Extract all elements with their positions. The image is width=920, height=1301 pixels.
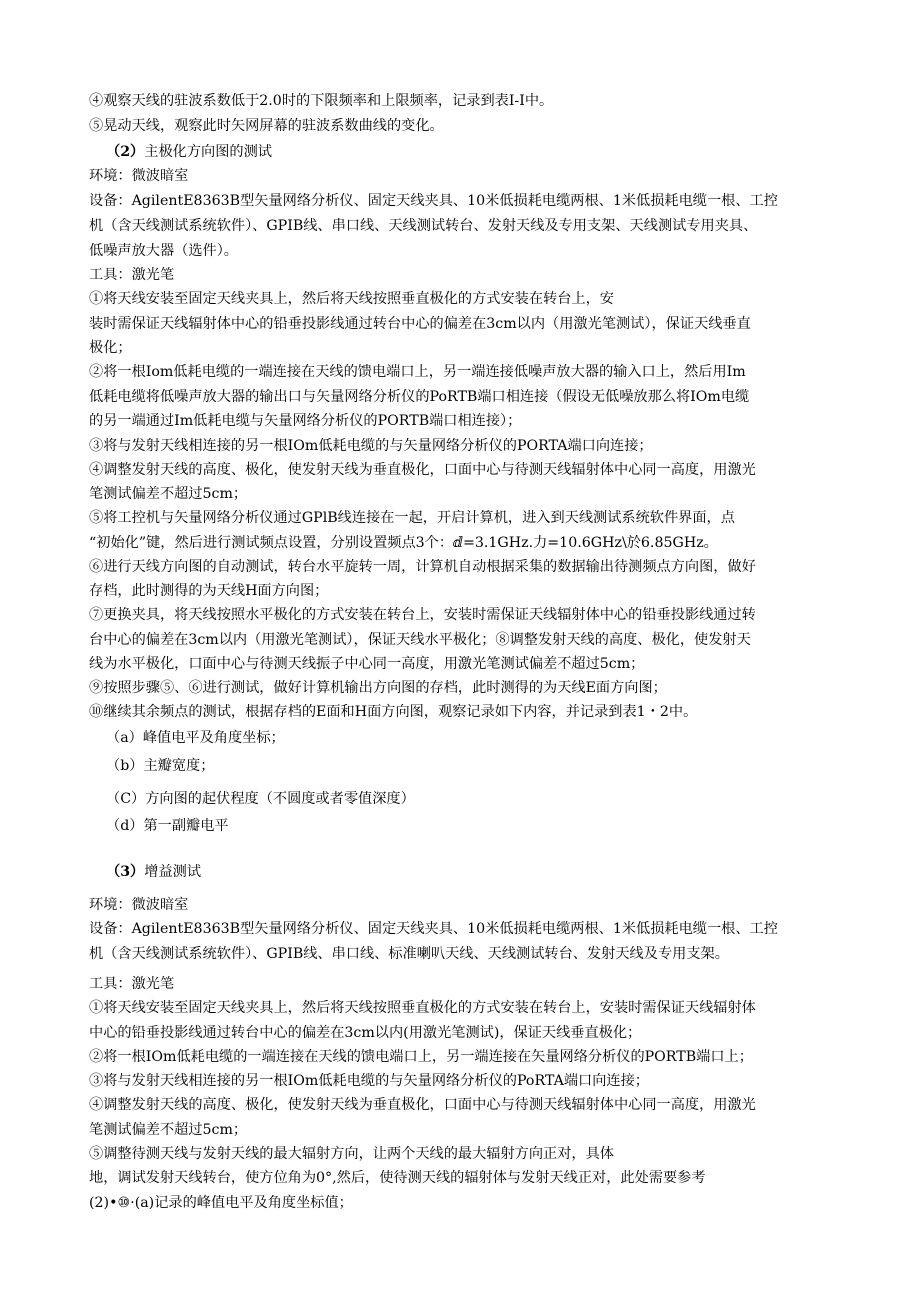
text-line: ⑦更换夹具，将天线按照水平极化的方式安装在转台上，安装时需保证天线辐射体中心的铅垂投影线通过转 <box>89 607 756 623</box>
text-line: 机（含天线测试系统软件）、GPIB线、串口线、天线测试转台、发射天线及专用支架、天线测试专用夹具、 <box>89 218 758 234</box>
text-line: ④观察天线的驻波系数低于2.0时的下限频率和上限频率，记录到表I-I中。 <box>89 93 554 109</box>
text-line: 地，调试发射天线转台，使方位角为0°,然后，使待测天线的辐射体与发射天线正对，此处需要参考 <box>89 1170 706 1186</box>
text-line: 笔测试偏差不超过5cm； <box>89 486 248 502</box>
text-line: ⑥进行天线方向图的自动测试，转台水平旋转一周，计算机自动根据采集的数据输出待测频点方向图，做好 <box>89 559 756 575</box>
text-line: ⑤晃动天线，观察此时矢网屏幕的驻波系数曲线的变化。 <box>89 118 444 134</box>
text-line: 低耗电缆将低噪声放大器的输出口与矢量网络分析仪的PoRTB端口相连接（假设无低噪放那么将IOm电缆 <box>89 389 750 405</box>
text-line: ⑩继续其余频点的测试，根据存档的E面和H面方向图，观察记录如下内容，并记录到表1・2中。 <box>89 704 698 720</box>
list-item: （C）方向图的起伏程度（不圆度或者零值深度） <box>106 791 415 807</box>
section-title: 增益测试 <box>144 864 202 880</box>
text-line: (2)•⑩·(a)记录的峰值电平及角度坐标值； <box>89 1195 353 1211</box>
text-line: ①将天线安装至固定天线夹具上，然后将天线按照垂直极化的方式安装在转台上，安装时需保证天线辐射体 <box>89 1000 756 1016</box>
section-heading <box>106 143 272 161</box>
text-line: 环境：微波暗室 <box>89 168 189 184</box>
text-line: ①将天线安装至固定天线夹具上，然后将天线按照垂直极化的方式安装在转台上，安 <box>89 291 614 307</box>
text-line: ⑤调整待测天线与发射天线的最大辐射方向，让两个天线的最大辐射方向正对，具体 <box>89 1146 614 1162</box>
text-line: 工具：激光笔 <box>89 267 175 283</box>
text-line: 环境：微波暗室 <box>89 897 189 913</box>
text-line: 设备：AgilentE8363B型矢量网络分析仪、固定天线夹具、10米低损耗电缆两根、1米低损耗电缆一根、工控 <box>89 193 778 209</box>
text-line: 线为水平极化，口面中心与待测天线振子中心同一高度，用激光笔测试偏差不超过5cm； <box>89 656 645 672</box>
list-item: （d）第一副瓣电平 <box>106 818 229 834</box>
section-number: （2） <box>106 144 145 160</box>
text-line: 中心的铅垂投影线通过转台中心的偏差在3cm以内(用激光笔测试)，保证天线垂直极化； <box>89 1025 642 1041</box>
text-line: ⑨按照步骤⑤、⑥进行测试，做好计算机输出方向图的存档，此时测得的为天线E面方向图； <box>89 680 667 696</box>
text-line: 工具：激光笔 <box>89 976 175 992</box>
text-line: ⑤将工控机与矢量网络分析仪通过GPlB线连接在一起，开启计算机，进入到天线测试系统软件界面，点 <box>89 510 735 526</box>
text-line: ④调整发射天线的高度、极化，使发射天线为垂直极化，口面中心与待测天线辐射体中心同一高度，用激光 <box>89 462 756 478</box>
text-line: “初始化”键，然后进行测试频点设置，分别设置频点3个：ⅆ=3.1GHz.力=10.6GHz\於6.85GHz。 <box>89 535 718 551</box>
text-line: 笔测试偏差不超过5cm； <box>89 1122 248 1138</box>
list-item: （b）主瓣宽度； <box>106 758 215 774</box>
text-line: ④调整发射天线的高度、极化，使发射天线为垂直极化，口面中心与待测天线辐射体中心同一高度，用激光 <box>89 1097 756 1113</box>
text-line: 机（含天线测试系统软件）、GPIB线、串口线、标准喇叭天线、天线测试转台、发射天线及专用支架。 <box>89 946 729 962</box>
text-line: 设备：AgilentE8363B型矢量网络分析仪、固定天线夹具、10米低损耗电缆两根、1米低损耗电缆一根、工控 <box>89 921 778 937</box>
text-line: ②将一根Iom低耗电缆的一端连接在天线的馈电端口上，另一端连接低噪声放大器的输入口上，然后用Im <box>89 364 746 380</box>
text-line: ②将一根IOm低耗电缆的一端连接在天线的馈电端口上，另一端连接在矢量网络分析仪的PORTB端口上； <box>89 1049 753 1065</box>
list-item: （a）峰值电平及角度坐标； <box>106 730 285 746</box>
text-line: 装时需保证天线辐射体中心的铅垂投影线通过转台中心的偏差在3cm以内（用激光笔测试），保证天线垂直 <box>89 316 751 332</box>
text-line: 的另一端通过Im低耗电缆与矢量网络分析仪的PORTB端口相连接）； <box>89 413 522 429</box>
text-line: 存档，此时测得的为天线H面方向图； <box>89 583 329 599</box>
text-line: 低噪声放大器（选件）。 <box>89 243 238 259</box>
text-line: ③将与发射天线相连接的另一根IOm低耗电缆的与矢量网络分析仪的PORTA端口向连接； <box>89 438 653 454</box>
section-number: （3） <box>106 864 145 880</box>
section-title: 主极化方向图的测试 <box>144 144 272 160</box>
text-line: 极化； <box>89 340 132 356</box>
text-line: 台中心的偏差在3cm以内（用激光笔测试），保证天线水平极化；⑧调整发射天线的高度、极化，使发射天 <box>89 632 751 648</box>
section-heading <box>106 863 201 881</box>
text-line: ③将与发射天线相连接的另一根IOm低耗电缆的与矢量网络分析仪的PoRTA端口向连接； <box>89 1073 649 1089</box>
